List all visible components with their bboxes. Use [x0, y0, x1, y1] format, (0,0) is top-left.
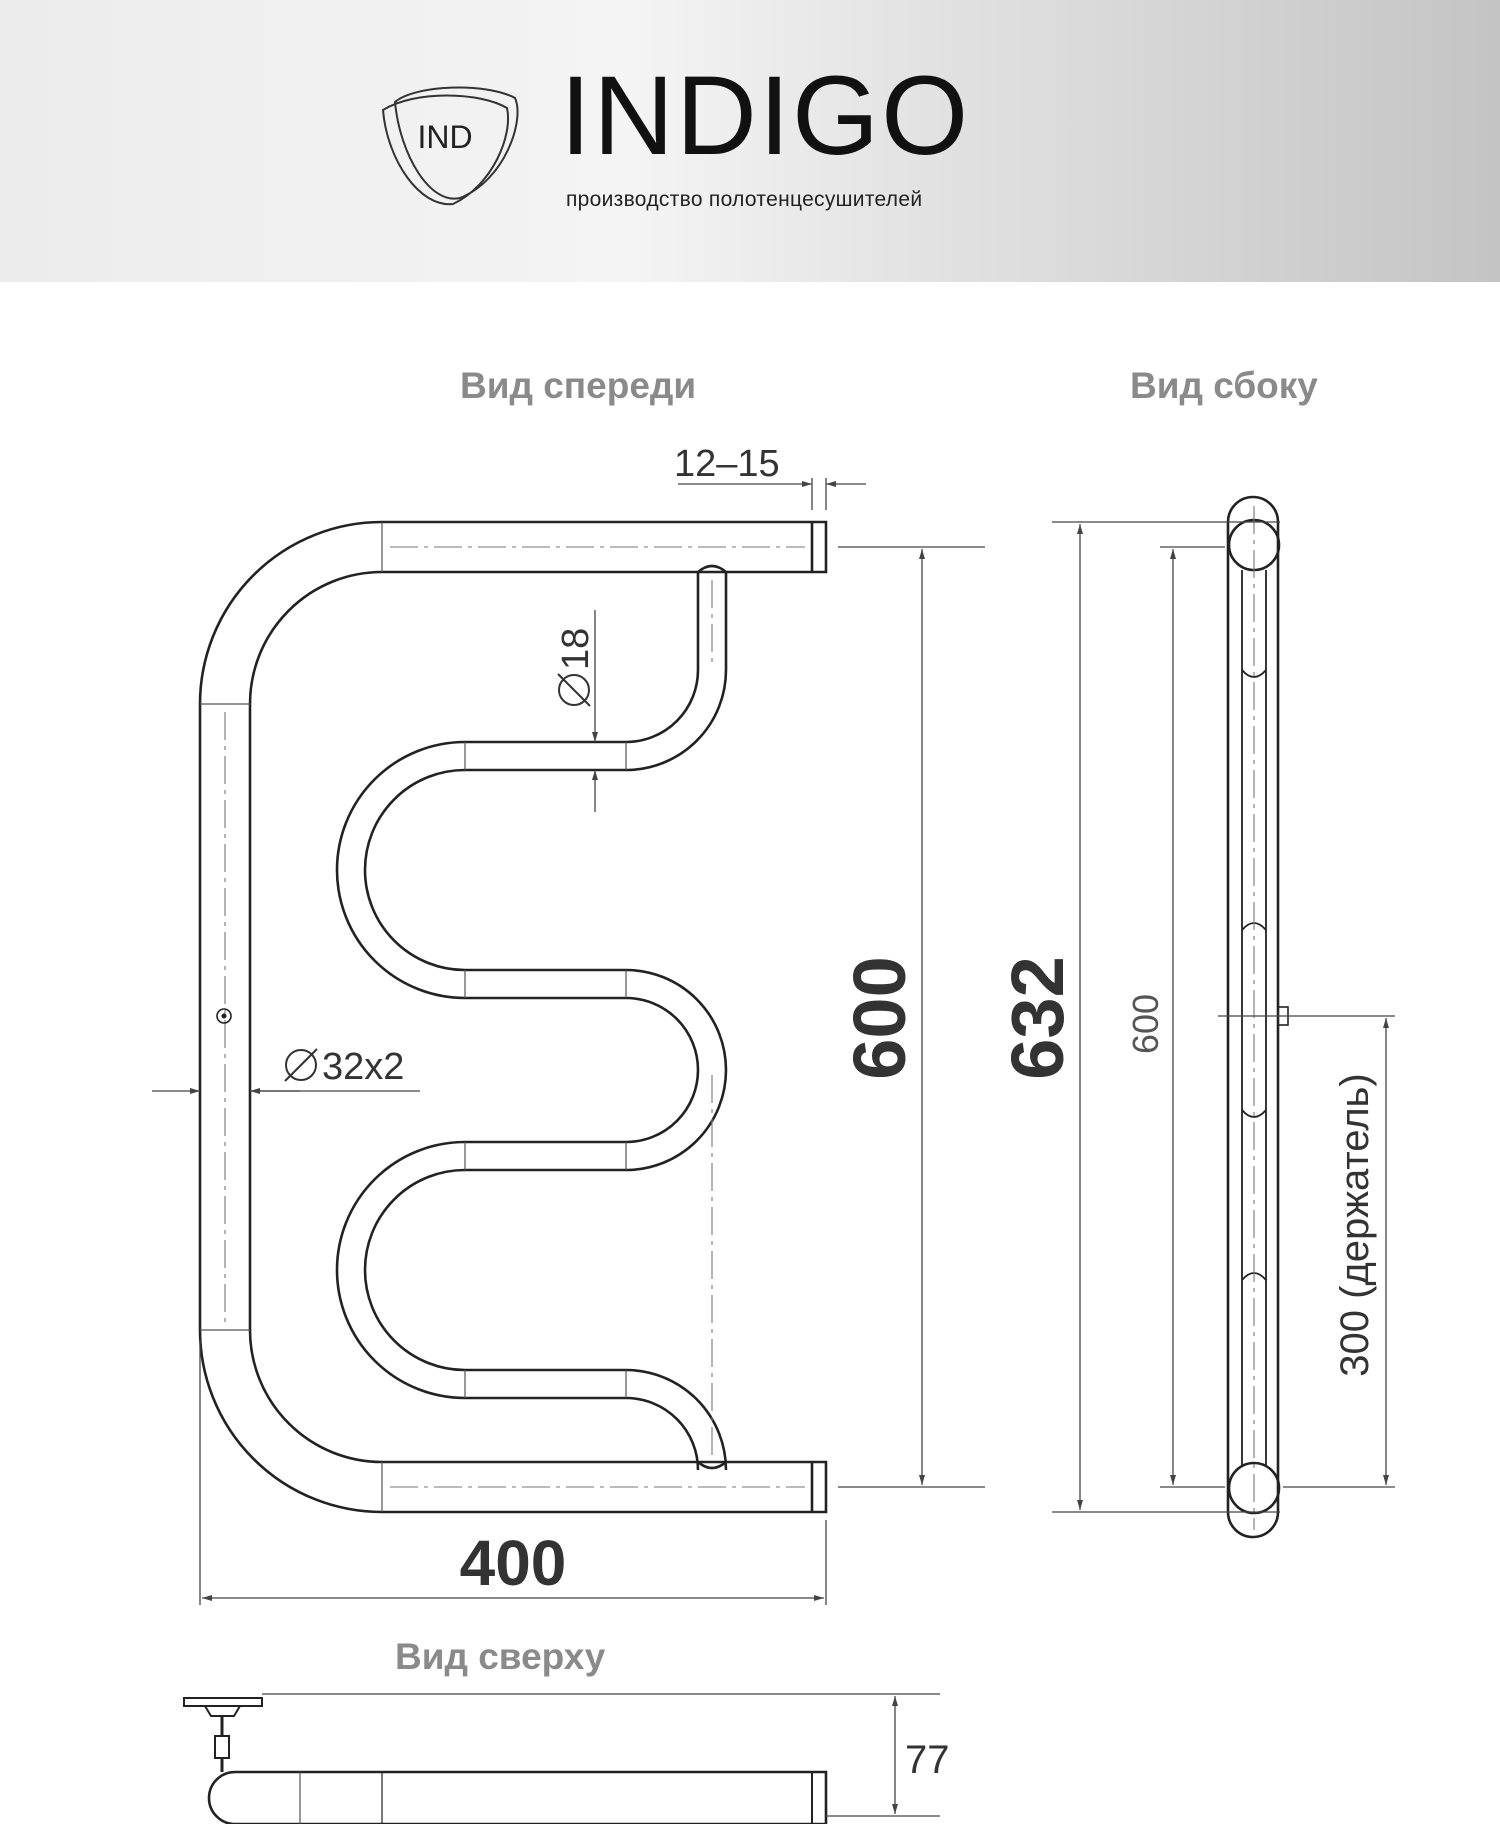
dim-holder: 300 (держатель) — [1333, 1073, 1377, 1377]
dim-small-pipe — [555, 628, 597, 706]
dim-front-height: 600 — [838, 956, 921, 1080]
dim-width: 400 — [459, 1527, 567, 1599]
dim-side-height: 600 — [1125, 993, 1166, 1055]
dim-small-pipe-value: 18 — [555, 627, 597, 670]
top-mount-plate — [184, 1698, 262, 1706]
side-view-title: Вид сбоку — [1130, 365, 1318, 406]
front-view — [200, 522, 826, 1512]
dim-total-height: 632 — [996, 956, 1079, 1080]
main-pipe-inner-edge — [250, 572, 812, 1462]
dim-depth: 77 — [905, 1738, 950, 1782]
top-holder-icon — [215, 1736, 229, 1758]
top-view — [184, 1698, 826, 1824]
serpentine-pipe-outer-edge — [365, 572, 726, 1470]
dim-main-pipe — [285, 1046, 404, 1088]
dim-mount-gap: 12–15 — [674, 443, 780, 485]
brand-name: INDIGO — [560, 53, 971, 178]
top-pipe-end — [812, 522, 826, 572]
brand-tagline: производство полотенцесушителей — [566, 188, 923, 211]
dim-main-pipe-value: 32x2 — [322, 1046, 405, 1088]
bottom-pipe-end — [812, 1462, 826, 1512]
top-pipe — [209, 1772, 826, 1824]
side-view — [1228, 497, 1288, 1537]
top-view-title: Вид сверху — [395, 1636, 606, 1677]
front-view-title: Вид спереди — [460, 365, 697, 406]
top-dimensions — [262, 1694, 940, 1816]
main-pipe-outer-edge — [200, 522, 812, 1512]
side-pipe-outer — [1228, 497, 1278, 1537]
logo-monogram: IND — [417, 119, 473, 155]
serpentine-pipe-inner-edge — [337, 572, 698, 1470]
